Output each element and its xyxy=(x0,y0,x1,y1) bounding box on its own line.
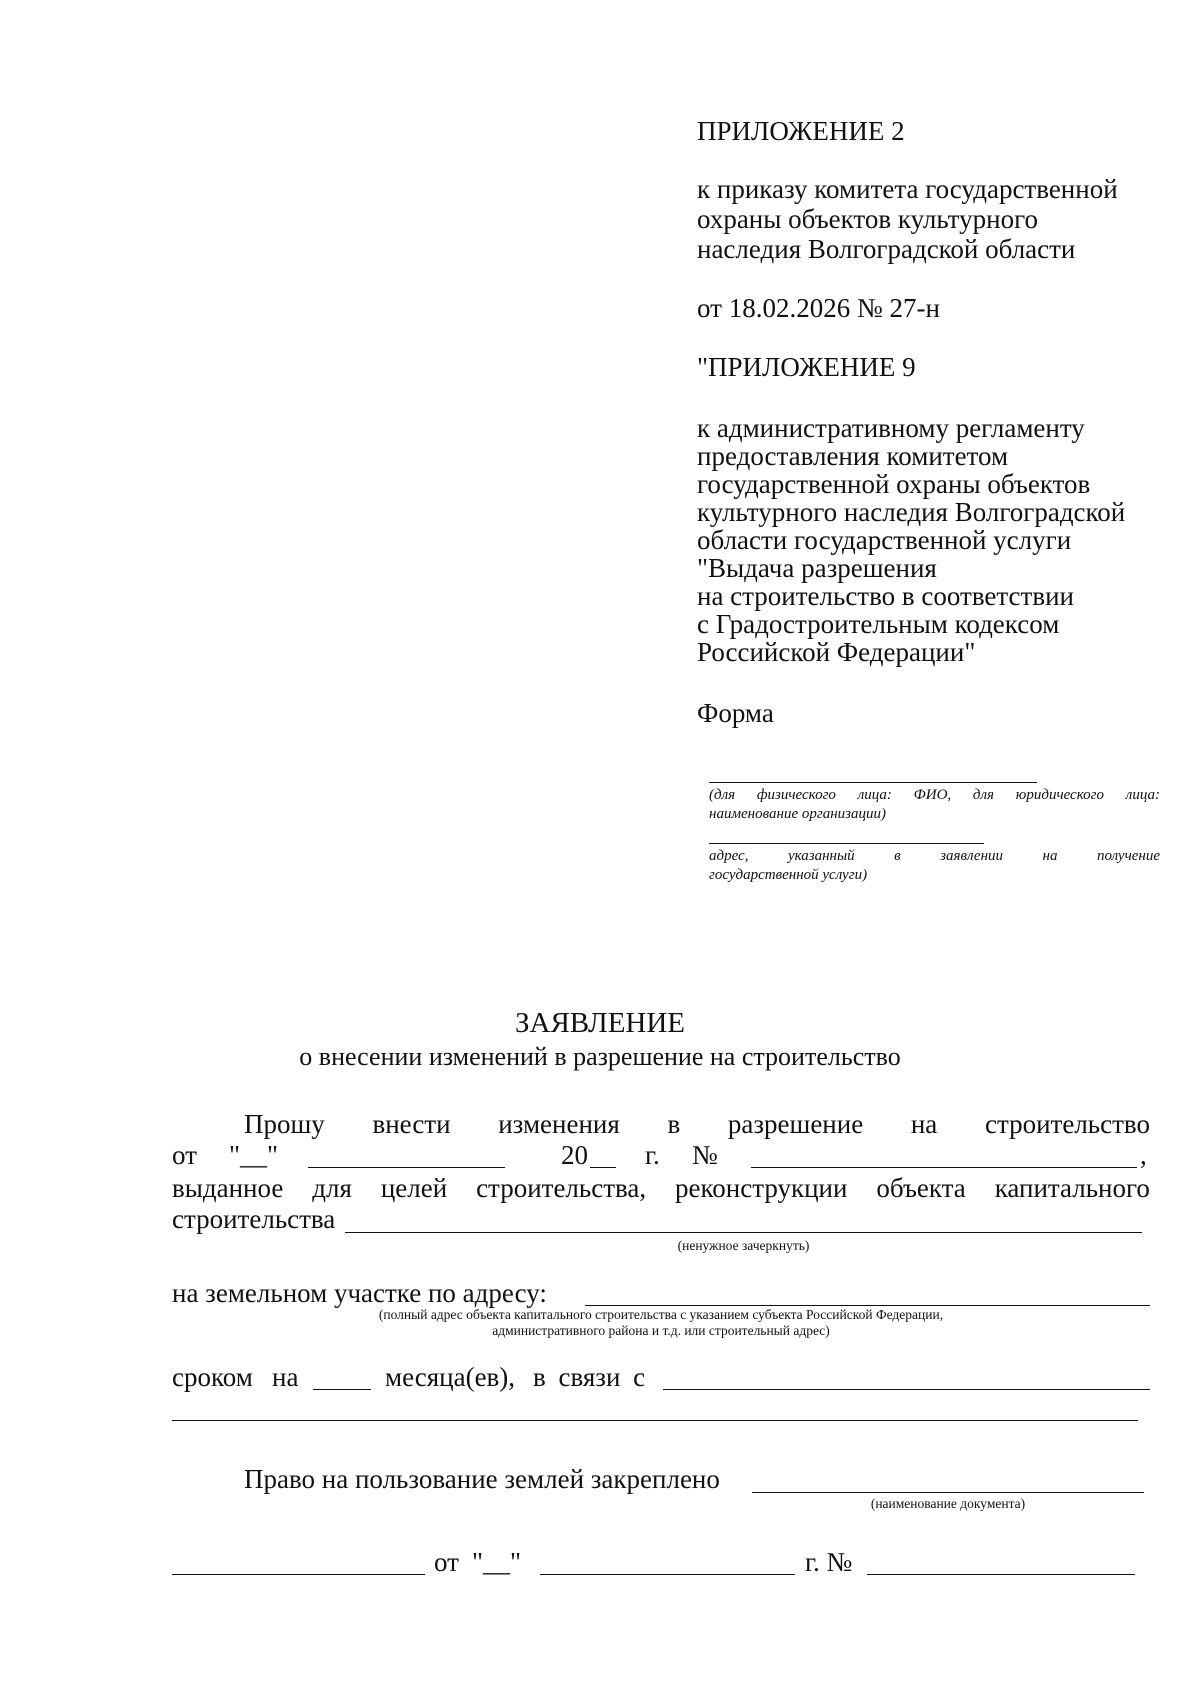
word: строительство xyxy=(984,1109,1150,1139)
word: в xyxy=(667,1109,681,1139)
order-date: от 18.02.2026 № 27-н xyxy=(697,293,940,323)
applicant-hint-line-2: наименование организации) xyxy=(709,806,887,822)
word: изменения xyxy=(498,1109,620,1139)
document-title: ЗАЯВЛЕНИЕ xyxy=(514,1007,686,1039)
term-reason-line[interactable] xyxy=(663,1389,1150,1390)
form-label: Форма xyxy=(697,698,774,728)
term-reason-label: в связи с xyxy=(533,1362,646,1392)
appendix-2-heading: ПРИЛОЖЕНИЕ 2 xyxy=(697,116,905,146)
applicant-hint-line-1: (для физического лица: ФИО, для юридического лица: xyxy=(709,787,1160,803)
construction-type-line[interactable] xyxy=(345,1232,1142,1233)
strike-note: (ненужное зачеркнуть) xyxy=(677,1238,810,1253)
request-line-1 xyxy=(244,1108,1150,1140)
document-number-line[interactable] xyxy=(867,1574,1135,1575)
document-issuer-line[interactable] xyxy=(172,1574,425,1575)
applicant-address-line[interactable] xyxy=(709,843,984,844)
word: для xyxy=(312,1173,352,1203)
construction-label: строительства xyxy=(172,1204,336,1234)
term-word-1: сроком xyxy=(172,1362,253,1392)
from-label-2: от xyxy=(434,1547,459,1577)
from-label: от xyxy=(172,1140,197,1170)
order-line-3: наследия Волгоградской области xyxy=(697,234,1076,264)
word: внести xyxy=(372,1109,451,1139)
regulation-line-3: государственной охраны объектов xyxy=(697,469,1091,499)
year-prefix: 20 xyxy=(561,1140,588,1170)
land-address-label: на земельном участке по адресу: xyxy=(172,1278,547,1308)
number-sign: № xyxy=(692,1140,718,1170)
land-right-label: Право на пользование землей закреплено xyxy=(244,1464,720,1494)
word: на xyxy=(910,1109,938,1139)
regulation-line-6: "Выдача разрешения xyxy=(697,553,937,583)
request-line-3 xyxy=(172,1172,1150,1204)
day-quote-blank[interactable]: "__" xyxy=(229,1140,279,1170)
regulation-line-8: с Градостроительным кодексом xyxy=(697,609,1060,639)
comma: , xyxy=(1140,1140,1147,1170)
term-word-2: на xyxy=(272,1362,299,1392)
term-reason-line-2[interactable] xyxy=(172,1420,1138,1421)
appendix-9-heading: "ПРИЛОЖЕНИЕ 9 xyxy=(697,352,916,382)
address-hint-line-1: адрес, указанный в заявлении на получение xyxy=(709,848,1160,864)
word: реконструкции xyxy=(675,1173,848,1203)
address-hint-line-2: государственной услуги) xyxy=(709,867,868,883)
document-date-line[interactable] xyxy=(540,1574,795,1575)
word: объекта xyxy=(876,1173,966,1203)
address-note-line-2: административного района и т.д. или строительный адрес) xyxy=(492,1323,830,1338)
word: выданное xyxy=(172,1173,284,1203)
address-note-line-1: (полный адрес объекта капитального строительства с указанием субъекта Российской Федерации, xyxy=(378,1307,944,1322)
applicant-hint xyxy=(709,786,1160,824)
document-name-note: (наименование документа) xyxy=(870,1496,1026,1511)
day-quote-blank-2[interactable]: "__" xyxy=(472,1547,522,1577)
land-address-line[interactable] xyxy=(585,1305,1150,1306)
word: строительства, xyxy=(476,1173,647,1203)
permit-number-line[interactable] xyxy=(751,1167,1137,1168)
land-right-document-line[interactable] xyxy=(752,1492,1144,1493)
regulation-line-4: культурного наследия Волгоградской xyxy=(697,497,1126,527)
regulation-line-7: на строительство в соответствии xyxy=(697,581,1074,611)
order-line-1: к приказу комитета государственной xyxy=(697,174,1118,204)
year-suffix: г. xyxy=(645,1140,660,1170)
applicant-name-line[interactable] xyxy=(709,782,1037,783)
term-months-label: месяца(ев), xyxy=(385,1362,516,1392)
regulation-line-9: Российской Федерации" xyxy=(697,637,976,667)
word: разрешение xyxy=(727,1109,864,1139)
year-blank-line[interactable] xyxy=(590,1167,616,1168)
address-hint xyxy=(709,847,1160,885)
month-blank-line[interactable] xyxy=(308,1167,505,1168)
word: капитального xyxy=(994,1173,1150,1203)
word: Прошу xyxy=(244,1109,325,1139)
regulation-line-5: области государственной услуги xyxy=(697,525,1072,555)
word: целей xyxy=(380,1173,448,1203)
regulation-line-1: к административному регламенту xyxy=(697,413,1085,443)
document-subtitle: о внесении изменений в разрешение на строительство xyxy=(299,1042,901,1071)
regulation-line-2: предоставления комитетом xyxy=(697,441,1009,471)
order-line-2: охраны объектов культурного xyxy=(697,204,1038,234)
year-number-label: г. № xyxy=(805,1547,853,1577)
term-months-line[interactable] xyxy=(313,1389,371,1390)
